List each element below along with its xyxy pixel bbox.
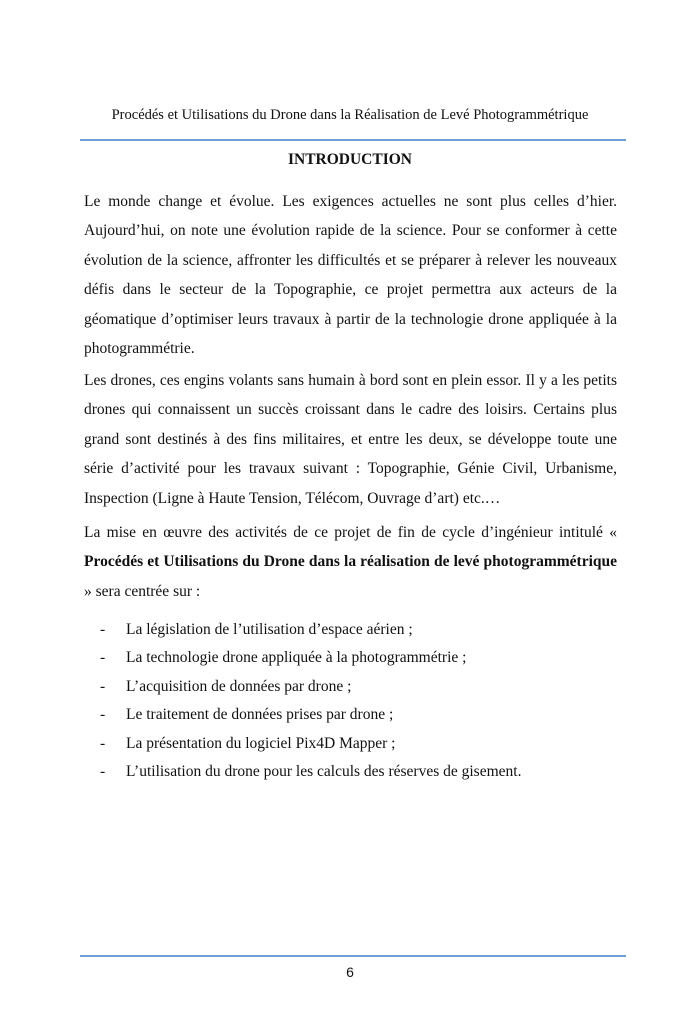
bullet-dash: - xyxy=(100,763,106,781)
list-item-text: La législation de l’utilisation d’espace aérien ; xyxy=(126,621,413,638)
paragraph-3-project-title: Procédés et Utilisations du Drone dans la réalisation de levé photogrammétrique xyxy=(84,553,617,571)
paragraph-3 xyxy=(84,518,617,606)
bullet-dash: - xyxy=(100,621,106,638)
section-title: INTRODUCTION xyxy=(287,151,412,168)
list-item-text: L’utilisation du drone pour les calculs des réserves de gisement. xyxy=(126,763,522,781)
paragraph-3-text xyxy=(84,518,617,606)
list-item xyxy=(100,616,521,644)
list-item-text: La présentation du logiciel Pix4D Mapper ; xyxy=(126,734,396,752)
paragraph-2-text: Les drones, ces engins volants sans humain à bord sont en plein essor. Il y a les petits drones qui connaissent un succès croissant dans le cadre des loisirs. Certains plus grand sont destinés à des fins militaires, et entre les deux, se développe toute une série d’activité pour les travaux suivant : Topographie, Génie Civil, Urbanisme, Inspection (Ligne à Haute Tension, Télécom, Ouvrage d’art) etc.… xyxy=(84,372,617,507)
paragraph-1-text: Le monde change et évolue. Les exigences actuelles ne sont plus celles d’hier. Aujourd’hui, on note une évolution rapide de la science. Pour se conformer à cette évolution de la science, affronter les difficultés et se préparer à relever les nouveaux défis dans le secteur de la Topographie, ce projet permettra aux acteurs de la géomatique d’optimiser leurs travaux à partir de la technologie drone appliquée à la photogrammétrie. xyxy=(84,193,617,358)
bullet-dash: - xyxy=(100,649,106,667)
bullet-dash: - xyxy=(100,734,106,752)
list-item-text: Le traitement de données prises par drone ; xyxy=(126,706,394,724)
paragraph-3-end: » sera centrée sur : xyxy=(84,582,201,600)
bullet-dash: - xyxy=(100,706,106,724)
footer-rule xyxy=(80,955,626,957)
paragraph-3-intro: La mise en œuvre des activités de ce projet de fin de cycle d’ingénieur intitulé « xyxy=(84,524,617,541)
page-number: 6 xyxy=(346,964,354,980)
list-item-text: La technologie drone appliquée à la photogrammétrie ; xyxy=(126,649,467,667)
list-item xyxy=(100,758,521,786)
paragraph-1 xyxy=(84,187,617,363)
list-item-text: L’acquisition de données par drone ; xyxy=(126,677,352,695)
header-rule xyxy=(80,139,626,141)
running-header-title: Procédés et Utilisations du Drone dans la Réalisation de Levé Photogrammétrique xyxy=(111,107,589,123)
list-item xyxy=(100,701,521,729)
list-item xyxy=(100,730,521,758)
list-item xyxy=(100,673,521,701)
topics-list xyxy=(100,616,521,786)
bullet-dash: - xyxy=(100,677,106,695)
paragraph-2 xyxy=(84,366,617,513)
list-item xyxy=(100,644,521,672)
